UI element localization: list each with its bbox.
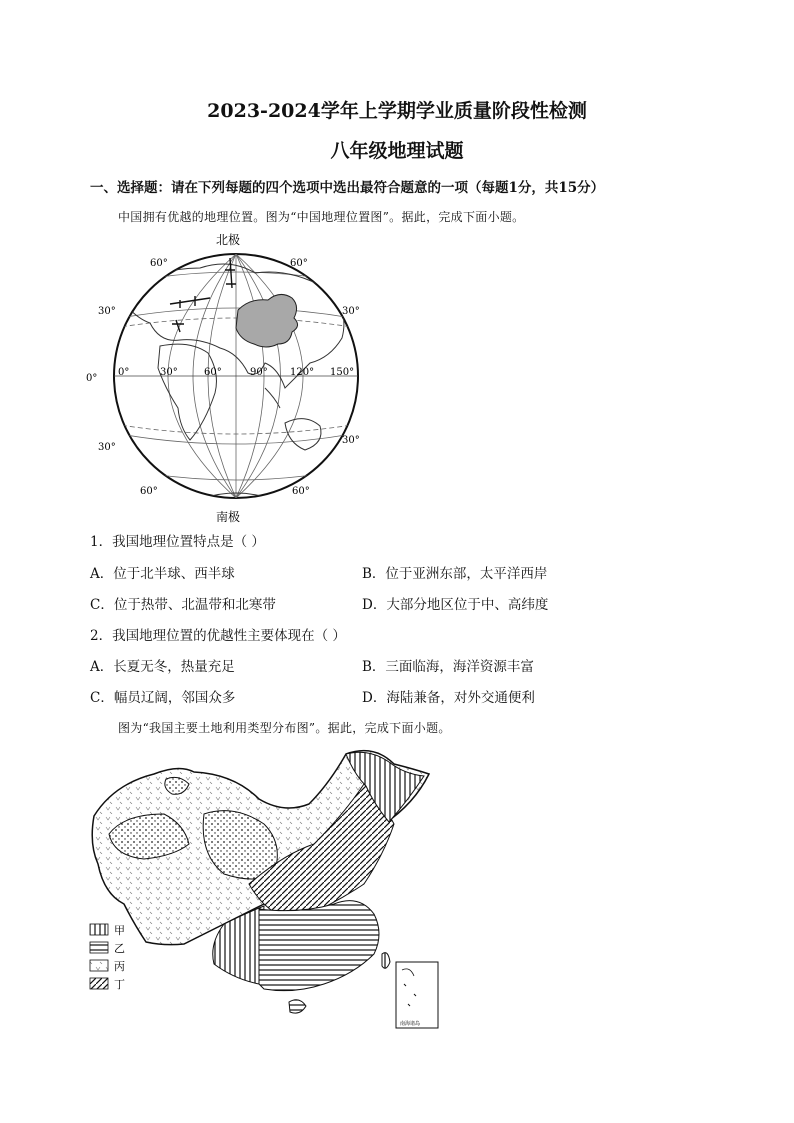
q1-option-d: D．大部分地区位于中、高纬度 — [362, 597, 549, 613]
question-2-stem: 2．我国地理位置的优越性主要体现在（ ） — [90, 628, 346, 644]
q1-option-c: C．位于热带、北温带和北寒带 — [90, 597, 276, 613]
lat-label: 60° — [290, 258, 308, 269]
lat-label: 60° — [150, 258, 168, 269]
lon-label: 60° — [204, 367, 222, 378]
lon-label: 30° — [160, 367, 178, 378]
legend-label-jia: 甲 — [114, 924, 125, 937]
map-legend — [90, 924, 125, 991]
lat-label: 30° — [342, 306, 360, 317]
q1-option-a: A．位于北半球、西半球 — [90, 566, 235, 582]
page-title: 2023-2024学年上学期学业质量阶段性检测 — [207, 100, 587, 122]
inset-label: 南海诸岛 — [400, 1021, 421, 1027]
lon-label: 0° — [118, 367, 130, 378]
q2-option-b: B．三面临海，海洋资源丰富 — [362, 659, 534, 675]
legend-label-ding: 丁 — [114, 978, 125, 991]
lat-label: 30° — [342, 435, 360, 446]
q2-option-d: D．海陆兼备，对外交通便利 — [362, 690, 535, 706]
land-use-map — [84, 744, 444, 1034]
north-pole-label: 北极 — [216, 233, 241, 247]
lat-label: 60° — [140, 486, 158, 497]
legend-label-bing: 丙 — [114, 960, 125, 973]
china-location-globe — [80, 228, 380, 526]
lon-label: 150° — [330, 367, 355, 378]
q2-option-c: C．幅员辽阔，邻国众多 — [90, 690, 236, 706]
intro-text-2: 图为“我国主要土地利用类型分布图”。据此，完成下面小题。 — [118, 721, 451, 735]
south-sea-inset — [396, 962, 438, 1028]
section-heading: 一、选择题：请在下列每题的四个选项中选出最符合题意的一项（每题1分，共15分） — [90, 180, 605, 196]
lat-label: 0° — [86, 373, 98, 384]
south-pole-label: 南极 — [216, 510, 241, 524]
lat-label: 30° — [98, 442, 116, 453]
legend-label-yi: 乙 — [114, 942, 125, 955]
map-region-yi — [259, 901, 379, 991]
lon-label: 120° — [290, 367, 315, 378]
q2-option-a: A．长夏无冬，热量充足 — [90, 659, 235, 675]
lat-label: 60° — [292, 486, 310, 497]
lat-label: 30° — [98, 306, 116, 317]
page-subtitle: 八年级地理试题 — [330, 140, 464, 162]
intro-text-1: 中国拥有优越的地理位置。图为“中国地理位置图”。据此，完成下面小题。 — [118, 210, 525, 224]
lon-label: 90° — [250, 367, 268, 378]
q1-option-b: B．位于亚洲东部，太平洋西岸 — [362, 566, 548, 582]
question-1-stem: 1．我国地理位置特点是（ ） — [90, 534, 265, 550]
